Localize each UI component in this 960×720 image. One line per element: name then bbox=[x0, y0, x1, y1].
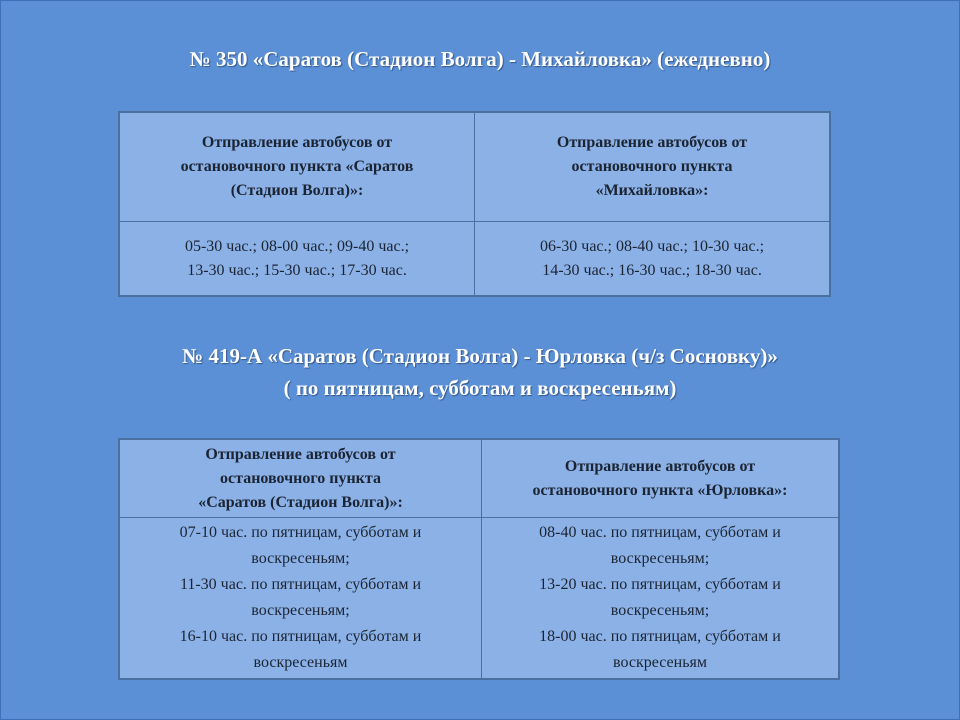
header-departure-yurlovka bbox=[482, 440, 839, 518]
time-line: 08-40 час. по пятницам, субботам и bbox=[539, 524, 781, 541]
times-from-mikhailovka bbox=[475, 222, 830, 296]
table-header-row bbox=[120, 440, 839, 518]
time-line: 11-30 час. по пятницам, субботам и bbox=[179, 576, 422, 593]
times-from-saratov bbox=[120, 222, 475, 296]
header-line: Отправление автобусов от bbox=[564, 457, 756, 475]
route-419a-schedule-table bbox=[119, 439, 839, 679]
route-350-title-text: № 350 «Саратов (Стадион Волга) - Михайловка» (ежедневно) bbox=[189, 47, 771, 71]
time-line: воскресеньям; bbox=[610, 550, 710, 567]
header-departure-saratov bbox=[120, 113, 475, 222]
header-line: остановочного пункта «Юрловка»: bbox=[532, 481, 788, 499]
time-line: воскресеньям bbox=[613, 654, 707, 671]
header-departure-mikhailovka bbox=[475, 113, 830, 222]
times-from-saratov bbox=[120, 518, 482, 679]
time-line: воскресеньям; bbox=[610, 602, 710, 619]
time-line: воскресеньям bbox=[253, 654, 348, 671]
route-419a-title-line2: ( по пятницам, субботам и воскресеньям) bbox=[283, 376, 677, 400]
time-line: 06-30 час.; 08-40 час.; 10-30 час.; bbox=[539, 237, 765, 255]
time-line: воскресеньям; bbox=[251, 550, 350, 567]
route-350-schedule-table bbox=[119, 112, 830, 296]
header-line: остановочного пункта bbox=[220, 469, 381, 487]
times-from-yurlovka bbox=[482, 518, 839, 679]
route-419a-title-line1: № 419-А «Саратов (Стадион Волга) - Юрловка (ч/з Сосновку)» bbox=[182, 344, 778, 368]
table-row bbox=[120, 222, 830, 296]
header-line: Отправление автобусов от bbox=[201, 134, 393, 151]
route-419a-title bbox=[1, 340, 959, 404]
header-departure-saratov bbox=[120, 440, 482, 518]
time-line: воскресеньям; bbox=[251, 602, 350, 619]
header-line: остановочного пункта bbox=[571, 158, 733, 175]
time-line: 14-30 час.; 16-30 час.; 18-30 час. bbox=[542, 261, 762, 279]
header-line: Отправление автобусов от bbox=[205, 445, 396, 463]
time-line: 13-30 час.; 15-30 час.; 17-30 час. bbox=[187, 261, 407, 279]
route-350-title bbox=[1, 43, 959, 75]
time-line: 05-30 час.; 08-00 час.; 09-40 час.; bbox=[184, 237, 410, 255]
header-line: «Саратов (Стадион Волга)»: bbox=[198, 493, 403, 511]
table-header-row bbox=[120, 113, 830, 222]
header-line: Отправление автобусов от bbox=[556, 134, 748, 151]
header-line: остановочного пункта «Саратов bbox=[180, 158, 414, 175]
time-line: 16-10 час. по пятницам, субботам и bbox=[179, 628, 422, 645]
time-line: 13-20 час. по пятницам, субботам и bbox=[539, 576, 781, 593]
time-line: 18-00 час. по пятницам, субботам и bbox=[539, 628, 781, 645]
header-line: «Михайловка»: bbox=[595, 182, 709, 199]
time-line: 07-10 час. по пятницам, субботам и bbox=[179, 524, 422, 541]
table-row bbox=[120, 518, 839, 679]
header-line: (Стадион Волга)»: bbox=[230, 182, 364, 199]
